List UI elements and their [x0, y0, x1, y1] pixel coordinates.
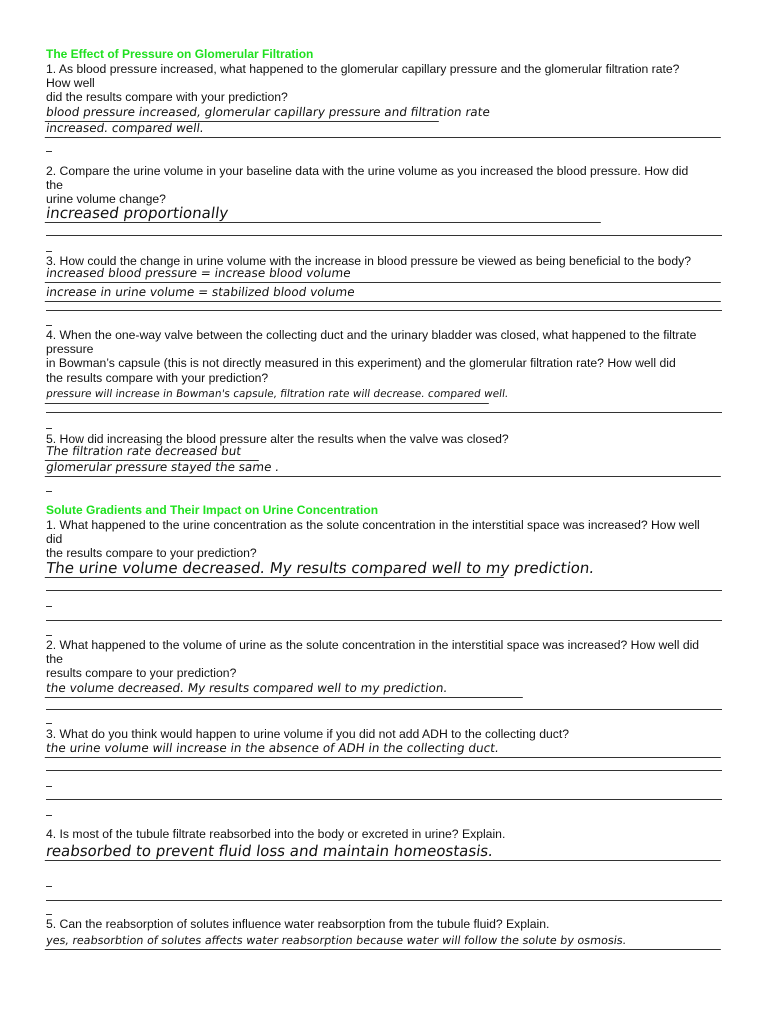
blank-line-stub: [46, 914, 52, 915]
question-2-4: 4. Is most of the tubule filtrate reabsorbed into the body or excreted in urine? Explain.: [46, 827, 506, 841]
blank-line-stub: [46, 886, 52, 887]
answer-2-2-line-1: the volume decreased. My results compared well to my prediction.: [45, 680, 526, 698]
blank-line-stub: [46, 325, 52, 326]
blank-answer-line: [46, 235, 722, 236]
question-1-4: 4. When the one-way valve between the collecting duct and the urinary bladder was closed, what happened to the filtrate pressure in Bowman’s capsule (this is not directly measured in this experiment) and the glomerular filtration rate? How well did the results compare with your prediction?: [46, 328, 697, 385]
question-2-5: 5. Can the reabsorption of solutes influence water reabsorption from the tubule fluid? Explain.: [46, 917, 550, 931]
blank-answer-line: [46, 310, 722, 311]
blank-line-stub: [46, 635, 52, 636]
blank-answer-line: [46, 412, 722, 413]
blank-line-stub: [46, 251, 52, 252]
answer-1-3-line-1: increased blood pressure = increase blood volume: [45, 265, 724, 283]
blank-answer-line: [46, 620, 722, 621]
blank-line-stub: [46, 151, 52, 152]
blank-line-stub: [46, 723, 52, 724]
answer-2-1-line-1: The urine volume decreased. My results compared well to my prediction.: [44, 559, 596, 577]
answer-1-4-line-1: pressure will increase in Bowman's capsule, filtration rate will decrease. compared well.: [45, 386, 492, 404]
answer-2-3-line-1: the urine volume will increase in the absence of ADH in the collecting duct.: [45, 740, 724, 758]
question-1-5: 5. How did increasing the blood pressure alter the results when the valve was closed?: [46, 432, 509, 446]
answer-1-1-line-2: increased. compared well.: [45, 120, 724, 138]
answer-1-5-line-1: The filtration rate decreased but: [45, 443, 262, 461]
blank-answer-line: [46, 799, 722, 800]
answer-1-3-line-2: increase in urine volume = stabilized blood volume: [45, 284, 724, 302]
question-2-1: 1. What happened to the urine concentration as the solute concentration in the interstitial space was increased? How well did the results compare to your prediction?: [46, 518, 700, 561]
blank-line-stub: [46, 491, 52, 492]
blank-answer-line: [46, 770, 722, 771]
answer-1-5-line-2: glomerular pressure stayed the same .: [45, 459, 724, 477]
question-2-2: 2. What happened to the volume of urine as the solute concentration in the interstitial space was increased? How well did the results compare to your prediction?: [46, 638, 700, 681]
question-1-1: 1. As blood pressure increased, what happened to the glomerular capillary pressure and the glomerular filtration rate? How well did the results compare with your prediction?: [46, 62, 680, 105]
blank-answer-line: [46, 590, 722, 591]
section-heading-pressure: The Effect of Pressure on Glomerular Filtration: [46, 47, 314, 61]
section-heading-solute: Solute Gradients and Their Impact on Urine Concentration: [46, 503, 379, 517]
question-1-2: 2. Compare the urine volume in your baseline data with the urine volume as you increased the blood pressure. How did the urine volume change?: [46, 164, 689, 207]
blank-line-stub: [46, 786, 52, 787]
answer-2-5-line-1: yes, reabsorbtion of solutes affects water reabsorption because water will follow the solute by osmosis.: [45, 932, 724, 950]
blank-line-stub: [46, 428, 52, 429]
blank-line-stub: [46, 606, 52, 607]
answer-1-2-line-1: increased proportionally: [45, 205, 604, 223]
answer-2-4-line-1: reabsorbed to prevent fluid loss and maintain homeostasis.: [45, 843, 724, 861]
blank-answer-line: [46, 900, 722, 901]
blank-answer-line: [46, 709, 722, 710]
blank-line-stub: [46, 815, 52, 816]
question-1-3: 3. How could the change in urine volume with the increase in blood pressure be viewed as being beneficial to the body?: [46, 254, 691, 268]
question-2-3: 3. What do you think would happen to urine volume if you did not add ADH to the collecting duct?: [46, 727, 570, 741]
answer-1-1-line-1: blood pressure increased, glomerular capillary pressure and filtration rate: [45, 104, 442, 122]
